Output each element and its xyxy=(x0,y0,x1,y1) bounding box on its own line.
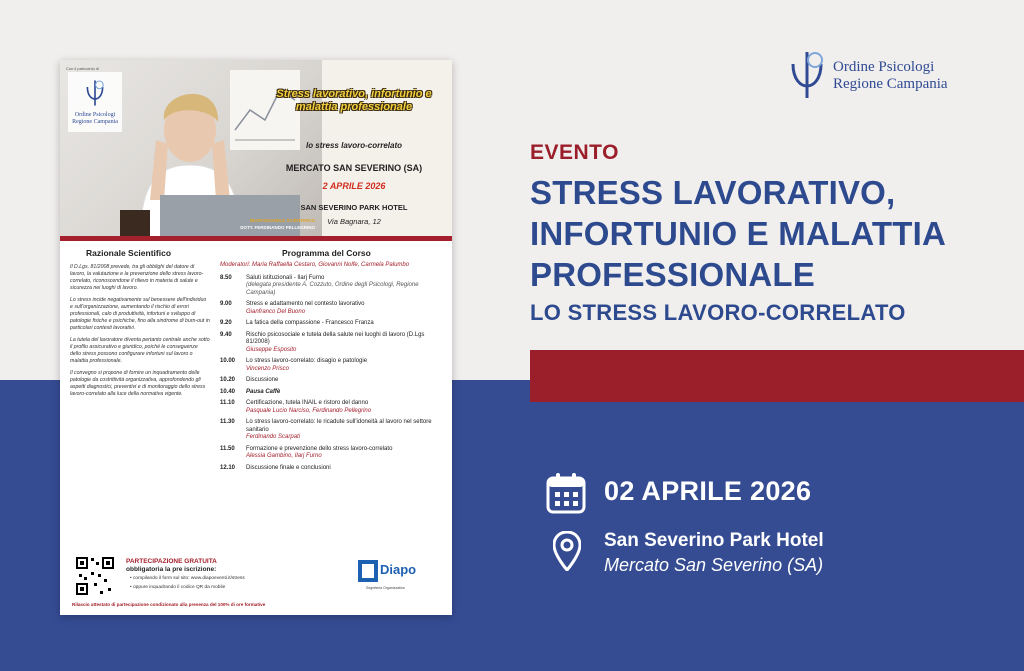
program-time: 10.20 xyxy=(220,377,236,383)
program-row xyxy=(220,389,445,397)
poster-rationale xyxy=(70,264,210,403)
program-time: 12.10 xyxy=(220,464,236,471)
program-text: Pausa Caffè xyxy=(246,388,281,395)
poster-hotel: SAN SEVERINO PARK HOTEL xyxy=(300,203,408,212)
program-text: Formazione e prevenzione dello stress lavoro-correlato xyxy=(246,445,393,452)
poster-red-divider xyxy=(60,236,452,241)
program-row xyxy=(220,419,445,442)
program-row xyxy=(220,320,445,328)
program-item xyxy=(246,301,364,316)
calendar-icon xyxy=(546,472,586,514)
poster-footer: Rilascio attestato di partecipazione condizionato alla presenza del 100% di ore formative xyxy=(72,602,266,607)
poster-title: Stress lavorativo, infortunio e malattia professionale xyxy=(276,88,432,113)
program-speaker: Pasquale Lucio Narciso, Ferdinando Pellegrino xyxy=(246,407,372,414)
program-row xyxy=(220,400,445,415)
program-row xyxy=(220,377,445,385)
program-time: 9.20 xyxy=(220,320,232,326)
program-time: 9.00 xyxy=(220,301,232,307)
program-row xyxy=(220,446,445,461)
participation-free: PARTECIPAZIONE GRATUITA xyxy=(126,558,217,565)
program-text: Saluti istituzionali - Ilarj Furno xyxy=(246,274,325,281)
event-title xyxy=(530,172,1000,295)
poster-resp-label: RESPONSABILE SCIENTIFICO xyxy=(249,218,315,223)
program-speaker: Giuseppe Esposito xyxy=(246,346,297,353)
event-venue: San Severino Park Hotel xyxy=(604,530,824,551)
rationale-paragraph: Il D.Lgs. 81/2008 prevede, tra gli obblighi del datore di lavoro, la valutazione e la prevenzione dello stress lavoro-correlato, riconoscendone il rilievo in materia di salute e sicurezza nei luoghi di lavoro. xyxy=(70,264,204,291)
program-row xyxy=(220,358,445,373)
program-time: 11.30 xyxy=(220,419,235,425)
program-speaker: Alessia Gambino, Ilarj Furno xyxy=(246,453,322,459)
event-title-line-2: INFORTUNIO E MALATTIA xyxy=(530,215,947,252)
program-item xyxy=(246,275,445,298)
participation-qr: • oppure inquadrando il codice QR da mobile xyxy=(130,585,226,590)
program-text: Lo stress lavoro-correlato: disagio e patologie xyxy=(246,358,368,364)
program-speaker: Gianfranco Del Buono xyxy=(246,308,306,315)
poster-right-heading: Programma del Corso xyxy=(282,248,371,258)
poster-subtitle: lo stress lavoro-correlato xyxy=(305,141,403,150)
location-pin-icon xyxy=(553,531,581,571)
program-text: Lo stress lavoro-correlato: le ricadute sull'idoneità al lavoro nel settore sanitario xyxy=(246,419,432,433)
program-item xyxy=(246,332,445,355)
program-speaker: Ferdinando Scarpati xyxy=(246,434,301,440)
program-text: Discussione xyxy=(246,377,279,383)
poster-title-panel xyxy=(322,60,452,240)
poster-left-heading: Razionale Scientifico xyxy=(86,248,172,258)
poster-logo-line-1: Ordine Psicologi xyxy=(74,112,116,118)
program-row xyxy=(220,301,445,316)
event-date: 02 APRILE 2026 xyxy=(604,476,812,506)
event-subtitle: LO STRESS LAVORO-CORRELATO xyxy=(530,300,906,325)
program-text: Stress e adattamento nel contesto lavorativo xyxy=(246,301,365,307)
diapo-name: Diapo xyxy=(380,562,417,577)
program-time: 11.10 xyxy=(220,400,235,406)
program-time: 9.40 xyxy=(220,331,232,338)
rationale-paragraph: Lo stress incide negativamente sul benessere dell'individuo e sull'organizzazione, aumentando il rischio di errori professionali, calo di produttività, infortuni e sviluppo di patologie fisiche e psichiche, fino alla sindrome di burn-out in particolari contesti lavorativi. xyxy=(70,297,210,331)
brand-line-2: Regione Campania xyxy=(833,76,948,92)
stressed-woman-illustration xyxy=(120,70,300,240)
diapo-mark-icon xyxy=(358,560,378,582)
program-time: 8.50 xyxy=(220,274,232,281)
program-time: 11.50 xyxy=(220,445,235,452)
poster-address: Via Bagnara, 12 xyxy=(327,217,381,226)
accent-red-band xyxy=(530,350,1024,402)
event-title-line-3: PROFESSIONALE xyxy=(530,256,815,293)
program-speaker: Vincenzo Prisco xyxy=(246,365,289,372)
participation-url: • compilando il form sul sito: www.diapoeventi.it/stress xyxy=(130,576,245,581)
rationale-paragraph: La tutela del lavoratore diventa pertanto centrale anche sotto il profilo assicurativo e giuridico, poiché le conseguenze dello stress possono configurare infortuni sul lavoro o malattia professionale. xyxy=(70,337,210,364)
poster-psi-logo-icon xyxy=(83,76,107,110)
program-row xyxy=(220,465,445,473)
poster-resp-name: DOTT. FERDINANDO PELLEGRINO xyxy=(240,225,315,230)
event-title-line-1: STRESS LAVORATIVO, xyxy=(530,174,896,211)
program-text: Discussione finale e conclusioni xyxy=(246,464,331,471)
rationale-paragraph: Il convegno si propone di fornire un inquadramento delle patologie da costrittività organizzativa, approfondendo gli aspetti diagnostici, preventivi e di monitoraggio dello stress lavoro-correlato alla luce della normativa vigente. xyxy=(70,370,206,397)
program-moderators: Moderatori: Maria Raffaella Cestaro, Giovanni Nolfe, Carmela Palumbo xyxy=(220,262,410,268)
diapo-sub: Segreteria Organizzativa xyxy=(366,586,405,590)
program-row xyxy=(220,332,445,355)
program-item xyxy=(246,419,445,442)
poster-logo-line-2: Regione Campania xyxy=(72,119,118,125)
poster-place: MERCATO SAN SEVERINO (SA) xyxy=(285,163,423,173)
diapo-logo xyxy=(356,558,426,598)
program-item xyxy=(246,400,371,415)
program-item xyxy=(246,446,392,461)
poster-logo xyxy=(68,72,122,132)
program-item xyxy=(246,358,367,373)
program-text: Certificazione, tutela INAIL e ristoro del danno xyxy=(246,400,369,406)
event-city: Mercato San Severino (SA) xyxy=(604,555,824,575)
program-text: Rischio psicosociale e tutela della salute nei luoghi di lavoro (D.Lgs 81/2008) xyxy=(246,331,425,345)
participation-required: obbligatoria la pre iscrizione: xyxy=(126,566,217,573)
poster-date: 2 APRILE 2026 xyxy=(322,181,386,191)
brand-line-1: Ordine Psicologi xyxy=(833,59,935,75)
program-speaker: (delegata presidente A. Cozzuto, Ordine degli Psicologi, Regione Campania) xyxy=(246,282,419,296)
brand-logo xyxy=(785,50,965,100)
poster-patrocinio: Con il patrocinio di xyxy=(66,66,99,71)
program-time: 10.00 xyxy=(220,358,236,364)
program-text: La fatica della compassione - Francesco Franza xyxy=(246,320,374,326)
event-label: EVENTO xyxy=(530,141,619,164)
program-time: 10.40 xyxy=(220,388,236,395)
qr-code-icon xyxy=(74,555,116,597)
psi-logo-icon xyxy=(785,50,829,100)
poster-program xyxy=(220,262,445,476)
program-row xyxy=(220,275,445,298)
event-poster xyxy=(60,60,452,615)
